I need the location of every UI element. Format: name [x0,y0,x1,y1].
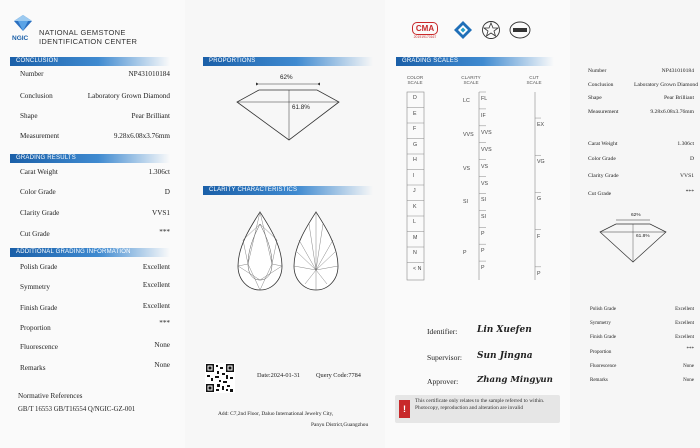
cut-label: Cut Grade [20,230,50,238]
finish-label: Finish Grade [20,304,58,312]
cut-value: *** [159,228,170,236]
supervisor-label: Supervisor: [427,353,463,362]
section-bar-scales: GRADING SCALES [396,57,554,66]
fluorescence-label: Fluorescence [20,343,58,351]
right-remarks-label: Remarks [590,378,608,383]
fluorescence-value: None [154,341,170,349]
clarity-grade-5: VS [481,180,489,187]
right-measurement-label: Measurement [588,109,619,115]
color-grade-4: H [413,157,417,163]
right-polish-value: Excellent [675,307,694,312]
right-symmetry-label: Symmetry [590,321,611,326]
clarity-label: Clarity Grade [20,209,60,217]
right-proportion-label: Proportion [590,350,612,355]
ilac-seal-icon [481,20,501,40]
color-grade-11: < N [413,265,422,272]
right-remarks-value: None [683,378,694,383]
color-grade-0: D [413,95,417,101]
right-fluorescence-value: None [683,364,694,369]
cma-seal-text: CMA [412,22,438,35]
clarity-grade-0: FL [481,96,488,102]
cut-grade-0: EX [537,122,545,128]
clarity-grade-1: IF [481,112,486,119]
scales-panel [385,0,570,448]
color-grade-10: N [413,250,417,256]
depth-percent: 61.8% [292,104,310,111]
right-grading-block [588,141,694,197]
diagram-panel [185,0,385,448]
symmetry-value: Excellent [142,281,170,289]
clarity-grade-9: P [481,248,485,255]
right-cut-label: Cut Grade [588,191,612,197]
ngic-logo-icon [12,14,34,32]
notice-text: This certificate only relates to the sample referred to within. Photocopy, reproduction and alteration are invalid [415,398,545,411]
right-shape-label: Shape [588,95,602,101]
table-percent: 62% [280,74,293,81]
org-name-line1: NATIONAL GEMSTONE [39,28,126,37]
measurement-label: Measurement [20,132,60,140]
color-grade-9: M [413,234,418,241]
qr-code-icon[interactable] [205,363,235,393]
right-color-label: Color Grade [588,156,616,162]
right-additional-block [590,307,694,387]
number-label: Number [20,70,44,78]
right-clarity-label: Clarity Grade [588,173,619,179]
symmetry-label: Symmetry [20,283,50,291]
right-cut-value: *** [685,189,694,195]
cma-seal-icon [412,22,438,40]
clarity-group-3: SI [463,199,469,206]
right-depth-percent: 61.8% [636,234,650,239]
summary-panel [0,0,185,448]
pear-crown-plot-icon [235,210,285,292]
section-bar-conclusion: CONCLUSION [10,57,170,66]
clarity-group-4: P [463,250,467,257]
right-symmetry-value: Excellent [675,321,694,326]
remarks-value: None [154,361,170,369]
color-value: D [164,188,170,196]
color-label: Color Grade [20,188,56,196]
color-grade-3: G [413,141,418,148]
right-carat-value: 1.306ct [677,141,694,147]
right-number-value: NP431010184 [661,68,694,74]
right-number-label: Number [588,68,607,74]
address-line1: Add: C7,2nd Floor, Daluo International Jewelry City, [218,411,334,417]
conclusion-block [20,70,170,150]
right-conclusion-value: Laboratory Grown Diamond [633,82,698,88]
clarity-grade-3: VVS [481,146,492,153]
grading-block [20,168,170,238]
right-fluorescence-label: Fluorescence [590,364,617,369]
address-line2: Panyu District,Guangzhou [311,422,369,428]
cma-seal-code: 201919170167 [413,35,437,39]
conclusion-label: Conclusion [20,92,53,100]
finish-value: Excellent [142,302,170,310]
clarity-grade-8: P [481,231,485,238]
clarity-grade-6: SI [481,197,487,204]
section-bar-additional: ADDITIONAL GRADING INFORMATION [10,248,170,257]
clarity-group-2: VS [463,165,471,172]
section-bar-clarity: CLARITY CHARACTERISTICS [203,186,373,195]
references-title: Normative References [18,392,83,400]
proportion-diagram [223,72,353,144]
report-date: Date:2024-01-31 [257,372,301,379]
color-grade-2: F [413,126,417,132]
clarity-grade-7: SI [481,214,487,221]
proportion-label: Proportion [20,324,51,332]
brand-text: NGIC [12,35,29,42]
right-finish-value: Excellent [675,335,694,340]
color-scale-title: COLOR SCALE [406,75,424,85]
color-grade-6: J [413,188,416,194]
shape-value: Pear Brilliant [131,112,170,120]
right-carat-label: Carat Weight [588,141,618,147]
cut-grade-1: VG [537,159,545,166]
proportion-value: *** [159,319,170,327]
right-clarity-value: VVS1 [680,173,694,179]
color-grade-1: E [413,110,417,117]
query-code: Query Code:7784 [316,372,361,379]
right-conclusion-block [588,68,698,128]
right-proportion-diagram [590,212,680,264]
staff-block [427,327,567,387]
clarity-group-1: VVS [463,131,474,138]
identifier-label: Identifier: [427,327,458,336]
carat-value: 1.306ct [148,168,170,176]
right-conclusion-label: Conclusion [588,82,614,88]
clarity-group-0: LC [463,98,470,104]
remarks-label: Remarks [20,364,46,372]
third-seal-icon [509,21,531,39]
color-grade-7: K [413,203,417,210]
carat-label: Carat Weight [20,168,58,176]
notice-box [395,395,560,423]
identifier-signature: Lin Xuefen [477,325,532,335]
right-color-value: D [689,156,694,162]
polish-value: Excellent [142,263,170,271]
right-table-percent: 62% [631,213,641,218]
mini-card-panel [570,0,700,448]
approver-label: Approver: [427,377,459,386]
right-proportion-value: *** [686,347,694,352]
cut-scale-title: CUT SCALE [526,75,542,85]
org-name-line2: IDENTIFICATION CENTER [39,37,138,46]
clarity-value: VVS1 [152,209,170,217]
polish-label: Polish Grade [20,263,58,271]
cut-grade-4: P [537,270,541,277]
right-shape-value: Pear Brilliant [664,95,694,101]
additional-block [20,263,170,373]
measurement-value: 9.28x6.08x3.76mm [113,132,170,140]
shape-label: Shape [20,112,38,120]
section-bar-grading-results: GRADING RESULTS [10,154,170,163]
clarity-grade-2: VVS [481,129,492,136]
color-grade-5: I [413,172,415,179]
cnas-seal-icon [453,20,473,40]
number-value: NP431010184 [128,70,170,78]
warning-icon: ! [399,400,410,418]
clarity-grade-10: P [481,265,485,272]
clarity-scale-title: CLARITY SCALE [461,75,481,85]
pear-pavilion-plot-icon [291,210,341,292]
approver-signature: Zhang Mingyun [477,375,553,385]
supervisor-signature: Sun Jingna [477,351,533,361]
conclusion-value: Laboratory Grown Diamond [87,92,170,100]
right-measurement-value: 9.28x6.08x3.76mm [650,109,694,115]
section-bar-proportions: PROPORTIONS [203,57,373,66]
right-polish-label: Polish Grade [590,307,616,312]
right-finish-label: Finish Grade [590,335,616,340]
cut-grade-2: G [537,196,542,203]
clarity-grade-4: VS [481,163,489,170]
color-grade-8: L [413,219,416,225]
references-list: GB/T 16553 GB/T16554 Q/NGIC-GZ-001 [18,406,136,413]
cut-grade-3: F [537,233,541,240]
